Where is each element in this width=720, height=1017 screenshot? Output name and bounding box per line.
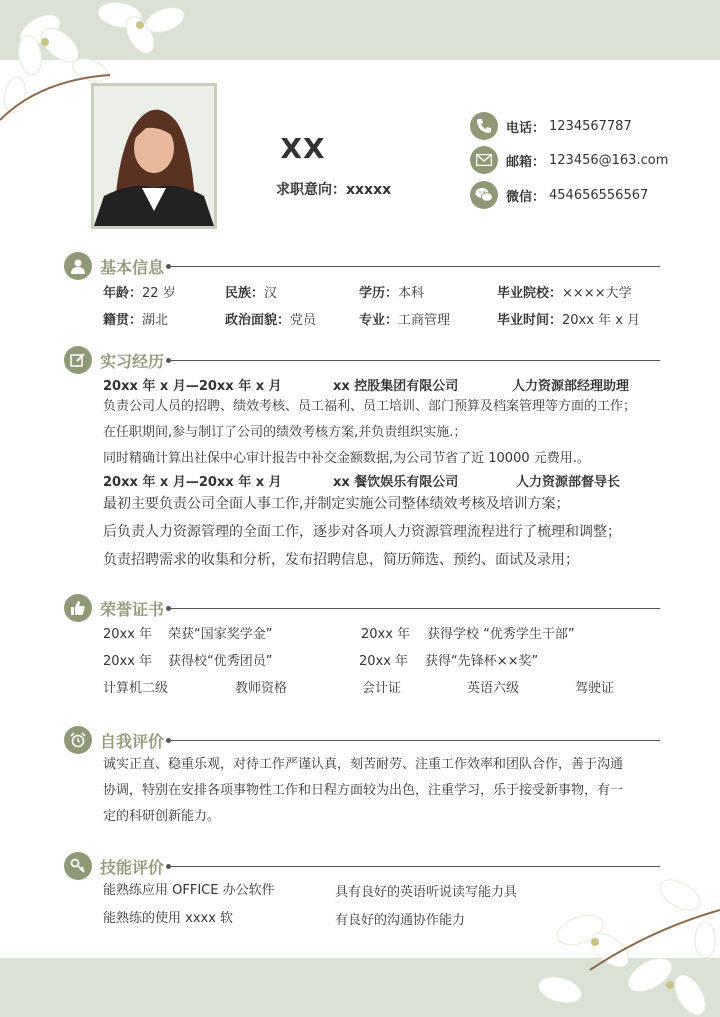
certificate: 驾驶证	[575, 681, 615, 696]
award-text: 荣获“国家奖学金”	[168, 627, 273, 642]
info-label: 专业：	[359, 313, 399, 328]
info-hometown	[103, 309, 168, 328]
section-divider	[168, 360, 660, 361]
info-label: 民族：	[225, 286, 265, 301]
email-label: 邮箱：	[506, 154, 546, 170]
phone-label: 电话：	[506, 120, 546, 136]
info-label: 学历：	[359, 286, 399, 301]
contact-email	[470, 146, 668, 174]
info-label: 政治面貌：	[225, 313, 291, 328]
wechat-icon	[470, 181, 498, 209]
certificate: 教师资格	[235, 681, 288, 696]
info-value: 本科	[398, 286, 425, 301]
award-year: 20xx 年	[359, 654, 409, 669]
job-intent-label: 求职意向：	[276, 182, 346, 198]
info-label: 毕业时间：	[497, 313, 563, 328]
candidate-name: XX	[280, 132, 326, 165]
self-line: 协调，特别在安排各项事物性工作和日程方面较为出色，注重学习，乐于接受新事物，有一	[103, 783, 624, 798]
job-role: 人力资源部经理助理	[512, 379, 630, 394]
info-age	[103, 282, 176, 301]
info-value: 汉	[264, 286, 278, 301]
job-line: 负责公司人员的招聘、绩效考核、员工福利、员工培训、部门预算及档案管理等方面的工作；	[103, 399, 637, 414]
section-honors	[64, 594, 660, 624]
section-basic-info	[64, 252, 660, 282]
job-line: 最初主要负责公司全面人事工作,并制定实施公司整体绩效考核及培训方案；	[103, 496, 570, 512]
section-divider	[168, 740, 660, 741]
job-role: 人力资源部督导长	[516, 475, 621, 490]
award-year: 20xx 年	[361, 627, 411, 642]
email-value: 123456@163.com	[549, 152, 669, 168]
info-value: ××××大学	[562, 286, 632, 301]
thumbs-up-icon	[64, 594, 92, 622]
contact-phone	[470, 112, 632, 140]
award-text: 获得学校 “优秀学生干部”	[427, 627, 575, 642]
self-evaluation-text	[103, 752, 623, 830]
section-divider	[168, 608, 660, 609]
job-line: 后负责人力资源管理的全面工作，逐步对各项人力资源管理流程进行了梳理和调整；	[103, 524, 621, 540]
section-title: 基本信息	[100, 258, 165, 277]
self-line: 诚实正直、稳重乐观，对待工作严谨认真，刻苦耐劳、注重工作效率和团队合作，善于沟通	[103, 757, 624, 772]
info-value: 22 岁	[142, 286, 176, 301]
section-skills	[64, 852, 660, 882]
info-value: 党员	[290, 313, 317, 328]
job-line: 负责招聘需求的收集和分析，发布招聘信息，简历筛选、预约、面试及录用；	[103, 552, 579, 568]
job-description	[103, 490, 621, 574]
info-label: 年龄：	[103, 286, 143, 301]
wechat-value: 454656556567	[549, 187, 649, 203]
skill-item: 能熟练的使用 xxxx 软	[103, 911, 234, 926]
info-ethnicity	[225, 282, 277, 301]
job-line: 同时精确计算出社保中心审计报告中补交金额数据,为公司节省了近 10000 元费用.。	[103, 451, 590, 466]
certificate: 英语六级	[467, 681, 520, 696]
job-company: xx 餐饮娱乐有限公司	[333, 475, 459, 490]
award-year: 20xx 年	[103, 654, 153, 669]
wechat-label: 微信：	[506, 189, 546, 205]
section-title: 自我评价	[100, 732, 165, 751]
user-icon	[64, 252, 92, 280]
job-period: 20xx 年 x 月—20xx 年 x 月	[103, 475, 282, 490]
info-school	[497, 282, 632, 301]
award-text: 获得“先锋杯××奖”	[425, 654, 539, 669]
job-company: xx 控股集团有限公司	[333, 379, 459, 394]
section-divider	[168, 866, 660, 867]
section-title: 荣誉证书	[100, 600, 165, 619]
job-intent-value: xxxxx	[346, 182, 392, 198]
mail-icon	[470, 146, 498, 174]
award-text: 获得校“优秀团员”	[168, 654, 273, 669]
section-title: 技能评价	[100, 858, 165, 877]
edit-icon	[64, 346, 92, 374]
flower-decoration-bottom-right	[520, 870, 720, 1017]
profile-photo	[91, 83, 217, 229]
info-value: 湖北	[142, 313, 169, 328]
info-value: 工商管理	[398, 313, 451, 328]
job-period: 20xx 年 x 月—20xx 年 x 月	[103, 379, 282, 394]
contact-wechat	[470, 181, 648, 209]
info-education	[359, 282, 424, 301]
phone-value: 1234567787	[549, 118, 632, 134]
info-major	[359, 309, 450, 328]
section-title: 实习经历	[100, 352, 165, 371]
skill-item: 能熟练应用 OFFICE 办公软件	[103, 883, 275, 898]
certificate: 会计证	[362, 681, 402, 696]
award-year: 20xx 年	[103, 627, 153, 642]
alarm-clock-icon	[64, 726, 92, 754]
info-label: 毕业院校：	[497, 286, 563, 301]
section-internship	[64, 346, 660, 376]
certificate: 计算机二级	[103, 681, 169, 696]
self-line: 定的科研创新能力。	[103, 809, 221, 824]
job-intent	[276, 179, 391, 199]
skill-item: 具有良好的英语听说读写能力具	[335, 885, 518, 900]
phone-icon	[470, 112, 498, 140]
info-label: 籍贯：	[103, 313, 143, 328]
job-description	[103, 394, 636, 472]
skill-item: 有良好的沟通协作能力	[335, 913, 466, 928]
info-graduation	[497, 309, 640, 328]
section-divider	[168, 266, 660, 267]
info-value: 20xx 年 x 月	[562, 313, 641, 328]
job-line: 在任职期间,参与制订了公司的绩效考核方案,并负责组织实施.；	[103, 425, 467, 440]
key-icon	[64, 852, 92, 880]
info-political	[225, 309, 316, 328]
